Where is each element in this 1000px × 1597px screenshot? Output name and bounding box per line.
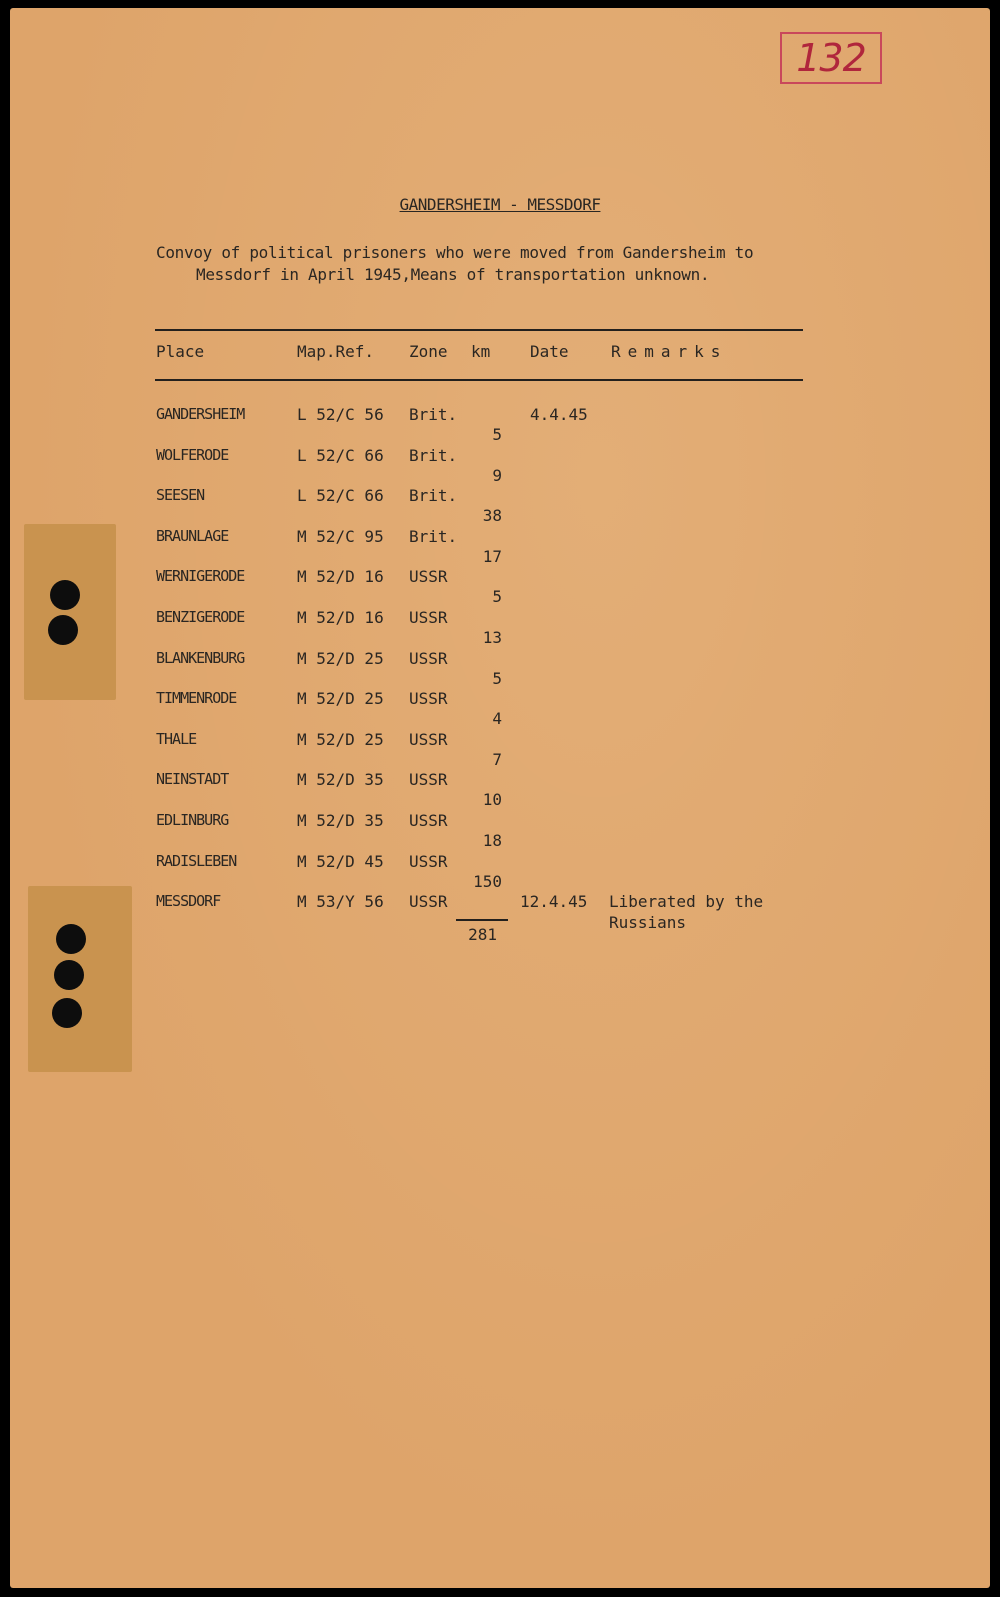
table-row-map-ref: M 52/D 25: [297, 689, 384, 708]
header-zone: Zone: [409, 342, 448, 361]
km-segment: 17: [482, 547, 502, 566]
table-row-map-ref: L 52/C 66: [297, 486, 384, 505]
table-row-map-ref: M 52/C 95: [297, 527, 384, 546]
table-row-place: BLANKENBURG: [156, 649, 245, 667]
punch-hole-5: [52, 998, 82, 1028]
table-row-zone: Brit.: [409, 405, 458, 424]
km-segment: 10: [482, 790, 502, 809]
table-row-place: GANDERSHEIM: [156, 405, 245, 423]
table-row-zone: USSR: [409, 649, 448, 668]
table-row-place: SEESEN: [156, 486, 205, 504]
table-row-map-ref: M 52/D 16: [297, 567, 384, 586]
table-row-place: BRAUNLAGE: [156, 527, 229, 545]
punch-hole-2: [48, 615, 78, 645]
table-row-zone: USSR: [409, 852, 448, 871]
punch-hole-3: [56, 924, 86, 954]
table-row-remarks: Liberated by the: [609, 892, 764, 911]
km-segment: 13: [482, 628, 502, 647]
header-place: Place: [156, 342, 205, 361]
table-row-zone: USSR: [409, 770, 448, 789]
table-row-map-ref: M 52/D 16: [297, 608, 384, 627]
table-row-map-ref: M 52/D 35: [297, 770, 384, 789]
punch-hole-1: [50, 580, 80, 610]
km-segment: 150: [473, 872, 502, 891]
page-number-stamp: 132: [780, 32, 882, 84]
table-row-place: TIMMENRODE: [156, 689, 237, 707]
table-row-zone: USSR: [409, 567, 448, 586]
km-segment: 18: [482, 831, 502, 850]
table-row-zone: USSR: [409, 730, 448, 749]
tape-strip-upper: [24, 524, 116, 700]
table-row-map-ref: M 52/D 35: [297, 811, 384, 830]
table-row-zone: USSR: [409, 689, 448, 708]
header-remarks: Remarks: [611, 342, 728, 361]
table-row-place: RADISLEBEN: [156, 852, 237, 870]
table-row-map-ref: L 52/C 56: [297, 405, 384, 424]
table-row-place: THALE: [156, 730, 197, 748]
table-row-place: NEINSTADT: [156, 770, 229, 788]
table-row-map-ref: M 52/D 25: [297, 730, 384, 749]
document-title: GANDERSHEIM - MESSDORF: [399, 195, 601, 214]
km-segment: 5: [492, 587, 502, 606]
header-map-ref: Map.Ref.: [297, 342, 375, 361]
table-row-zone: USSR: [409, 892, 448, 911]
km-segment: 9: [492, 466, 502, 485]
description-line-2: Messdorf in April 1945,Means of transportation unknown.: [196, 265, 710, 284]
header-bottom-rule: [155, 379, 803, 381]
table-row-map-ref: M 53/Y 56: [297, 892, 384, 911]
header-top-rule: [155, 329, 803, 331]
table-row-place: WOLFERODE: [156, 446, 229, 464]
table-row-remarks-cont: Russians: [609, 913, 687, 932]
table-row-zone: USSR: [409, 811, 448, 830]
km-segment: 7: [492, 750, 502, 769]
km-total-rule: [456, 919, 508, 921]
km-segment: 38: [482, 506, 502, 525]
km-segment: 5: [492, 669, 502, 688]
table-row-place: MESSDORF: [156, 892, 221, 910]
table-row-date: 12.4.45: [520, 892, 588, 911]
table-row-zone: Brit.: [409, 446, 458, 465]
km-segment: 5: [492, 425, 502, 444]
table-row-zone: USSR: [409, 608, 448, 627]
header-date: Date: [530, 342, 569, 361]
table-row-place: BENZIGERODE: [156, 608, 245, 626]
punch-hole-4: [54, 960, 84, 990]
table-row-place: EDLINBURG: [156, 811, 229, 829]
header-km: km: [471, 342, 491, 361]
km-total: 281: [468, 925, 497, 944]
table-row-map-ref: M 52/D 25: [297, 649, 384, 668]
table-row-place: WERNIGERODE: [156, 567, 245, 585]
table-row-date: 4.4.45: [530, 405, 588, 424]
table-row-map-ref: L 52/C 66: [297, 446, 384, 465]
table-row-zone: Brit.: [409, 527, 458, 546]
table-row-map-ref: M 52/D 45: [297, 852, 384, 871]
table-row-zone: Brit.: [409, 486, 458, 505]
description-line-1: Convoy of political prisoners who were moved from Gandersheim to: [156, 243, 754, 262]
km-segment: 4: [492, 709, 502, 728]
